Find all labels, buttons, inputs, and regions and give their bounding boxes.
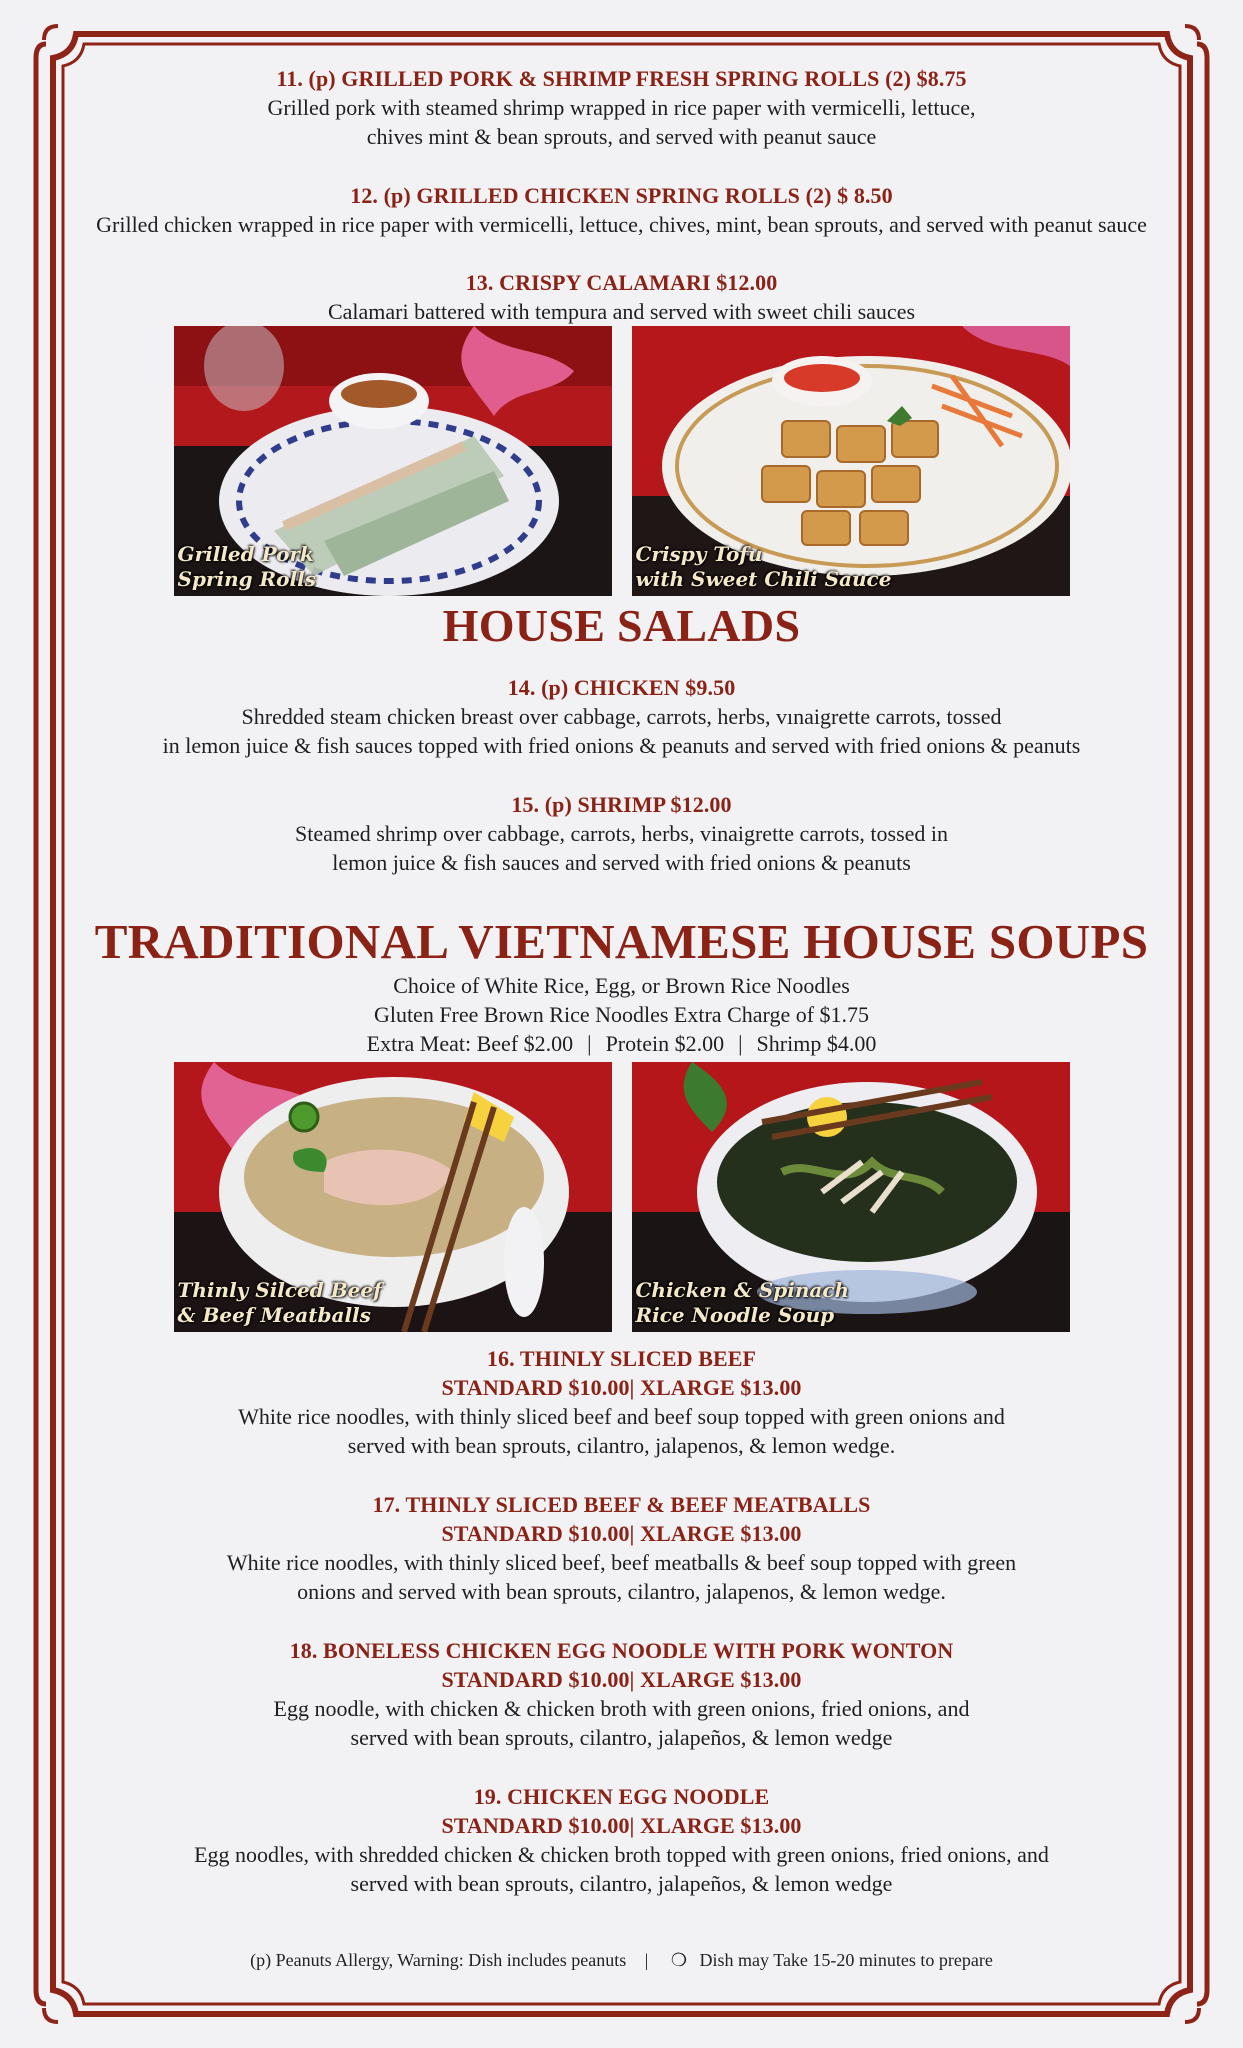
extra-beef: Extra Meat: Beef $2.00	[366, 1031, 574, 1056]
item-description: Egg noodles, with shredded chicken & chicken broth topped with green onions, fried onions, and served with bean sprouts, cilantro, jalapeños, & lemon wedge	[194, 1842, 1049, 1896]
photo-caption: Chicken & Spinach Rice Noodle Soup	[635, 1278, 850, 1327]
soup-noodle-choice: Choice of White Rice, Egg, or Brown Rice Noodles	[393, 973, 850, 998]
item-description: White rice noodles, with thinly sliced beef and beef soup topped with green onions and served with bean sprouts, cilantro, jalapenos, & lemon wedge.	[238, 1404, 1005, 1458]
prep-time-note: Dish may Take 15-20 minutes to prepare	[699, 1950, 993, 1970]
menu-item-16	[60, 1344, 1183, 1460]
peanut-allergy-warning: (p) Peanuts Allergy, Warning: Dish includes peanuts	[250, 1950, 627, 1970]
beef-pho-photo	[174, 1062, 612, 1332]
section-title-house-soups: TRADITIONAL VIETNAMESE HOUSE SOUPS	[94, 914, 1149, 969]
separator: |	[644, 1950, 649, 1970]
soup-extra-meat	[60, 1029, 1183, 1058]
menu-item-14	[60, 673, 1183, 760]
menu-item-13	[60, 268, 1183, 326]
item-description: White rice noodles, with thinly sliced beef, beef meatballs & beef soup topped with green onions and served with bean sprouts, cilantro, jalapenos, & lemon wedge.	[226, 1550, 1017, 1604]
extra-shrimp: Shrimp $4.00	[756, 1031, 877, 1056]
item-description: Shredded steam chicken breast over cabbage, carrots, herbs, vınaigrette carrots, tossed in lemon juice & fish sauces topped with fried onions & peanuts and served with fried onions & peanuts	[162, 704, 1081, 758]
photo-row-appetizers	[60, 326, 1183, 596]
section-title-house-salads: HOUSE SALADS	[442, 600, 801, 651]
item-title: 19. CHICKEN EGG NOODLE	[473, 1784, 770, 1809]
photo-caption: Crispy Tofu with Sweet Chili Sauce	[635, 542, 892, 591]
item-description: Steamed shrimp over cabbage, carrots, herbs, vinaigrette carrots, tossed in lemon juice & fish sauces and served with fried onions & peanuts	[294, 821, 949, 875]
item-title: 16. THINLY SLICED BEEF	[486, 1346, 757, 1371]
item-title: 17. THINLY SLICED BEEF & BEEF MEATBALLS	[372, 1492, 871, 1517]
item-description: Grilled pork with steamed shrimp wrapped in rice paper with vermicelli, lettuce, chives mint & bean sprouts, and served with peanut sauce	[267, 95, 976, 149]
item-description: Calamari battered with tempura and served with sweet chili sauces	[327, 299, 916, 324]
item-title: 12. (p) GRILLED CHICKEN SPRING ROLLS (2) $ 8.50	[350, 183, 893, 208]
menu-item-12	[60, 181, 1183, 239]
item-title: 11. (p) GRILLED PORK & SHRIMP FRESH SPRING ROLLS (2) $8.75	[276, 66, 967, 91]
item-price: STANDARD $10.00| XLARGE $13.00	[441, 1813, 802, 1838]
menu-content	[60, 64, 1183, 1898]
separator: |	[738, 1031, 743, 1056]
photo-row-soups	[60, 1062, 1183, 1332]
crispy-tofu-photo	[632, 326, 1070, 596]
item-title: 15. (p) SHRIMP $12.00	[511, 792, 732, 817]
item-description: Egg noodle, with chicken & chicken broth with green onions, fried onions, and served with bean sprouts, cilantro, jalapeños, & lemon wedge	[273, 1696, 970, 1750]
photo-caption: Grilled Pork Spring Rolls	[177, 542, 316, 591]
menu-item-11	[60, 64, 1183, 151]
prep-time-circle-icon: ❍	[670, 1950, 688, 1970]
soup-gluten-free-note: Gluten Free Brown Rice Noodles Extra Charge of $1.75	[373, 1002, 870, 1027]
menu-item-19	[60, 1782, 1183, 1898]
item-title: 14. (p) CHICKEN $9.50	[507, 675, 736, 700]
item-title: 13. CRISPY CALAMARI $12.00	[465, 270, 778, 295]
extra-protein: Protein $2.00	[605, 1031, 725, 1056]
menu-item-18	[60, 1636, 1183, 1752]
menu-item-17	[60, 1490, 1183, 1606]
photo-caption: Thinly Silced Beef & Beef Meatballs	[177, 1278, 382, 1327]
spring-rolls-photo	[174, 326, 612, 596]
item-description: Grilled chicken wrapped in rice paper with vermicelli, lettuce, chives, mint, bean sprouts, and served with peanut sauce	[96, 212, 1147, 237]
item-price: STANDARD $10.00| XLARGE $13.00	[441, 1375, 802, 1400]
separator: |	[587, 1031, 592, 1056]
menu-item-15	[60, 790, 1183, 877]
item-price: STANDARD $10.00| XLARGE $13.00	[441, 1521, 802, 1546]
item-title: 18. BONELESS CHICKEN EGG NOODLE WITH PORK WONTON	[289, 1638, 954, 1663]
item-price: STANDARD $10.00| XLARGE $13.00	[441, 1667, 802, 1692]
chicken-spinach-soup-photo	[632, 1062, 1070, 1332]
menu-footer-notes	[0, 1948, 1243, 1972]
